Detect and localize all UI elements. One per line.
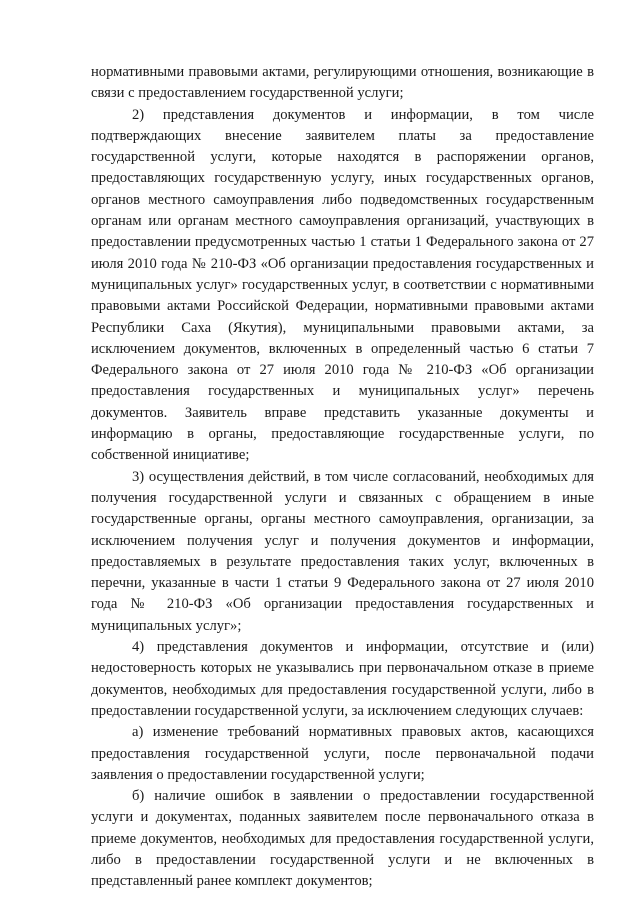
document-body <box>91 62 594 893</box>
paragraph-item-4: 4) представления документов и информации, отсутствие и (или) недостоверность которых не указывались при первоначальном отказе в приеме документов, необходимых для предоставления государственной услуги, либо в предоставлении государственной услуги, за исключением следующих случаев: <box>91 639 594 719</box>
paragraph-item-4b: б) наличие ошибок в заявлении о предоставлении государственной услуги и документах, поданных заявителем после первоначального отказа в приеме документов, необходимых для предоставления государственной услуги, либо в предоставлении государственной услуги и не включенных в представленный ранее комплект документов; <box>91 788 594 890</box>
paragraph-item-2: 2) представления документов и информации, в том числе подтверждающих внесение заявителем платы за предоставление государственной услуги, которые находятся в распоряжении органов, предоставляющих государственную услугу, иных государственных органов, органов местного самоуправления либо подведомственных государственным органам или органам местного самоуправления организаций, участвующих в предоставлении предусмотренных частью 1 статьи 1 Федерального закона от 27 июля 2010 года № 210-ФЗ «Об организации предоставления государственных и муниципальных услуг» государственных услуг, в соответствии с нормативными правовыми актами Российской Федерации, нормативными правовыми актами Республики Саха (Якутия), муниципальными правовыми актами, за исключением документов, включенных в определенный частью 6 статьи 7 Федерального закона от 27 июля 2010 года № 210-ФЗ «Об организации предоставления государственных и муниципальных услуг» перечень документов. Заявитель вправе представить указанные документы и информацию в органы, предоставляющие государственные услуги, по собственной инициативе; <box>91 106 594 464</box>
paragraph-item-4a: а) изменение требований нормативных правовых актов, касающихся предоставления государственной услуги, после первоначальной подачи заявления о предоставлении государственной услуги; <box>91 724 594 783</box>
paragraph-continuation: нормативными правовыми актами, регулирующими отношения, возникающие в связи с предоставлением государственной услуги; <box>91 64 594 102</box>
paragraph-item-3: 3) осуществления действий, в том числе согласований, необходимых для получения государственной услуги и связанных с обращением в иные государственные органы, органы местного самоуправления, организации, за исключением получения услуг и получения документов и информации, предоставляемых в результате предоставления таких услуг, включенных в перечни, указанные в части 1 статьи 9 Федерального закона от 27 июля 2010 года № 210-ФЗ «Об организации предоставления государственных и муниципальных услуг»; <box>91 468 594 634</box>
